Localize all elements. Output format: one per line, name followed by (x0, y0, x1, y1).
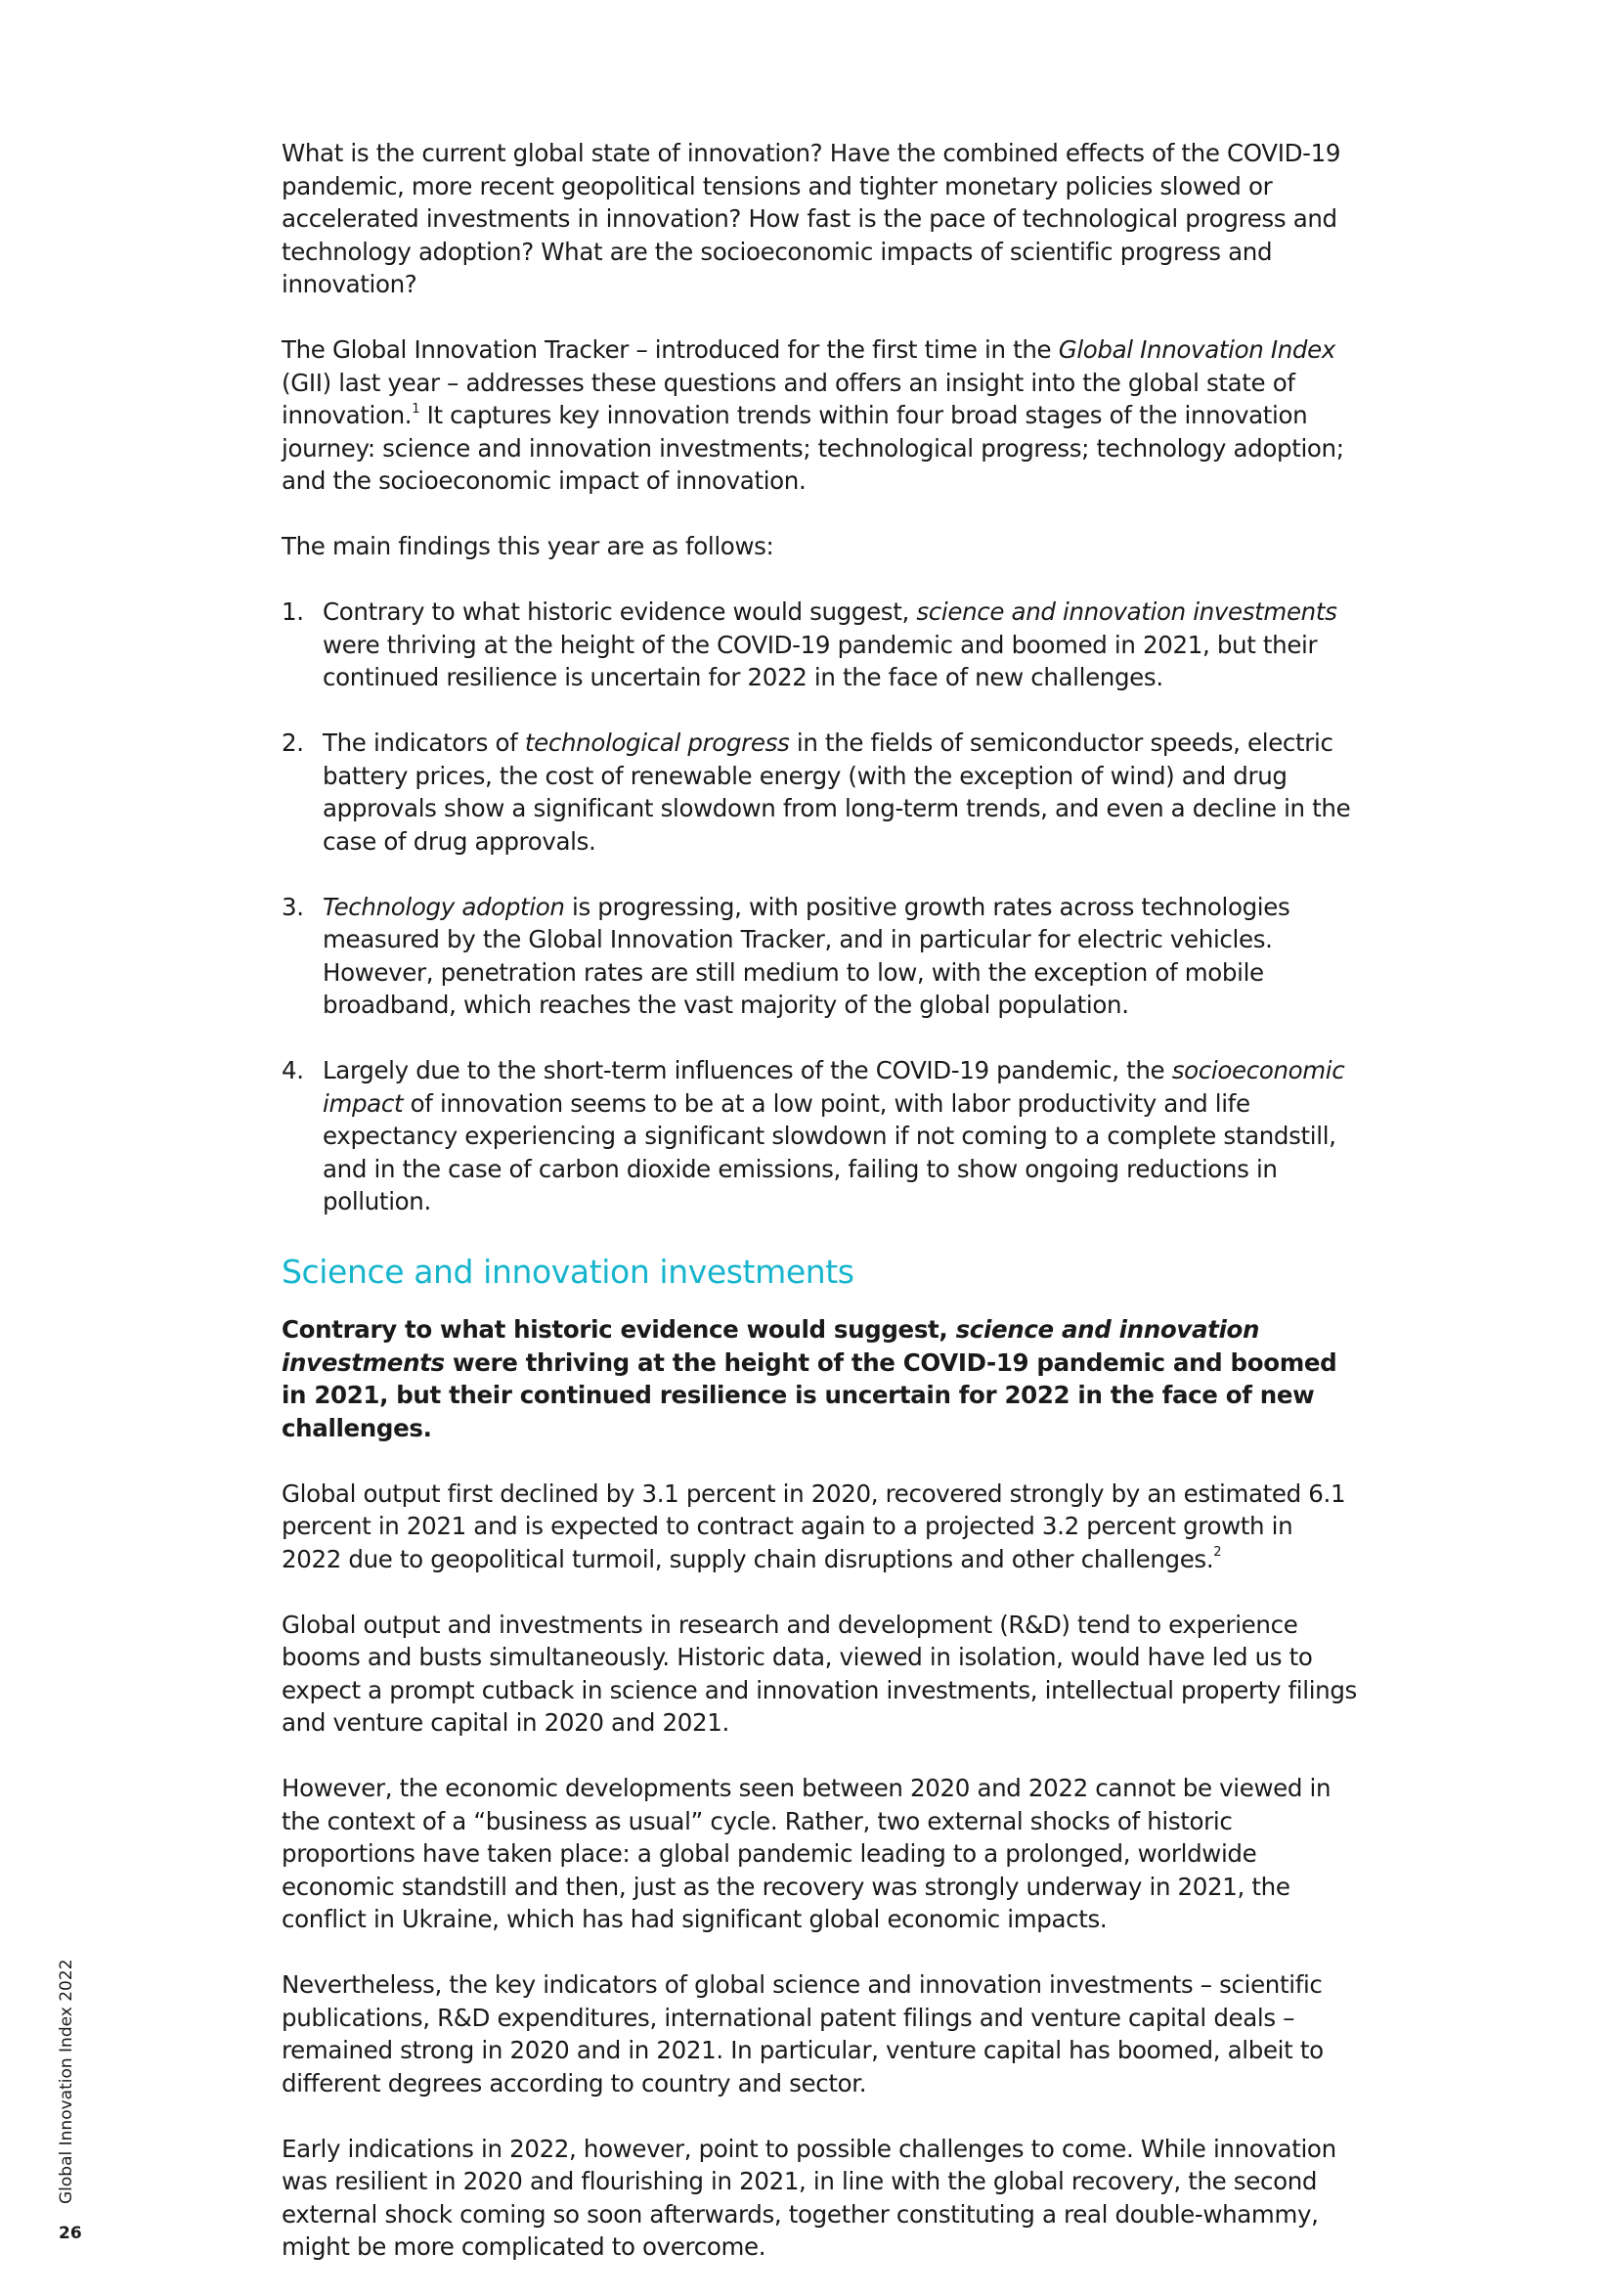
section-lead-paragraph (282, 1313, 1357, 1444)
finding-text-b: were thriving at the height of the COVID-19 pandemic and boomed in 2021, but their continued resilience is uncertain for 2022 in the face of new challenges. (323, 630, 1318, 691)
page-number: 26 (59, 2224, 82, 2243)
finding-item-4 (282, 1054, 1357, 1218)
finding-text-b: is progressing, with positive growth rates across technologies measured by the Global Innovation Tracker, and in particular for electric vehicles. However, penetration rates are still medium to low, with the exception of mobile broadband, which reaches the vast majority of the global population. (323, 892, 1290, 1019)
intro-paragraph-2-text-a: The Global Innovation Tracker – introduced for the first time in the (282, 335, 1059, 364)
finding-text-b: of innovation seems to be at a low point, with labor productivity and life expectancy experiencing a significant slowdown if not coming to a complete standstill, and in the case of carbon dioxide emissions, failing to show ongoing reductions in pollution. (323, 1088, 1336, 1215)
publication-side-label: Global Innovation Index 2022 (57, 1959, 76, 2204)
lead-italic-term: science and innovation investments (282, 1315, 1260, 1377)
finding-italic-term: science and innovation investments (916, 597, 1337, 626)
section-heading: Science and innovation investments (282, 1253, 854, 1291)
finding-text-a: The indicators of (323, 729, 525, 757)
finding-text-a: Contrary to what historic evidence would suggest, (323, 597, 917, 626)
gii-title-italic: Global Innovation Index (1058, 335, 1335, 364)
finding-italic-term: technological progress (524, 729, 790, 757)
finding-number: 4. (282, 1056, 304, 1084)
main-text-column (282, 137, 1357, 2296)
section-paragraph-4: Nevertheless, the key indicators of global science and innovation investments – scientific publications, R&D expenditures, international patent filings and venture capital deals – remained strong in 2020 and in 2021. In particular, venture capital has boomed, albeit to different degrees according to country and sector. (282, 1970, 1324, 2097)
lead-text-b: were thriving at the height of the COVID-19 pandemic and boomed in 2021, but their continued resilience is uncertain for 2022 in the face of new challenges. (282, 1347, 1337, 1442)
finding-number: 3. (282, 892, 304, 921)
footnote-marker-1[interactable]: 1 (412, 401, 420, 417)
section-paragraph-5: Early indications in 2022, however, point to possible challenges to come. While innovation was resilient in 2020 and flourishing in 2021, in line with the global recovery, the second external shock coming so soon afterwards, together constituting a real double-whammy, might be more complicated to overcome. (282, 2134, 1336, 2261)
finding-item-3 (282, 891, 1357, 1022)
intro-paragraph-2 (282, 333, 1357, 498)
findings-list (282, 596, 1357, 1218)
finding-italic-term: Technology adoption (323, 892, 565, 921)
intro-paragraph-2-text-b: (GII) last year – addresses these questions and offers an insight into the global state of innovation. (282, 368, 1295, 429)
section-paragraph-2: Global output and investments in research and development (R&D) tend to experience booms and busts simultaneously. Historic data, viewed in isolation, would have led us to expect a prompt cutback in science and innovation investments, intellectual property filings and venture capital in 2020 and 2021. (282, 1610, 1357, 1737)
section-paragraph-1-text: Global output first declined by 3.1 percent in 2020, recovered strongly by an estimated 6.1 percent in 2021 and is expected to contract again to a projected 3.2 percent growth in 2022 due to geopolitical turmoil, supply chain disruptions and other challenges. (282, 1479, 1346, 1573)
section-paragraph-1 (282, 1478, 1357, 1576)
finding-italic-term: socioeconomic impact (323, 1056, 1345, 1118)
footnote-marker-2[interactable]: 2 (1213, 1545, 1222, 1561)
intro-paragraph-3: The main findings this year are as follows: (282, 532, 774, 560)
intro-paragraph-2-text-c: It captures key innovation trends within four broad stages of the innovation journey: science and innovation investments; technological progress; technology adoption; and the socioeconomic impact of innovation. (282, 401, 1344, 495)
finding-number: 2. (282, 729, 304, 757)
section-paragraph-3: However, the economic developments seen between 2020 and 2022 cannot be viewed in the context of a “business as usual” cycle. Rather, two external shocks of historic proportions have taken place: a global pandemic leading to a prolonged, worldwide economic standstill and then, just as the recovery was strongly underway in 2021, the conflict in Ukraine, which has had significant global economic impacts. (282, 1774, 1332, 1933)
intro-paragraph-1: What is the current global state of innovation? Have the combined effects of the COVID-19 pandemic, more recent geopolitical tensions and tighter monetary policies slowed or accelerated investments in innovation? How fast is the pace of technological progress and technology adoption? What are the socioeconomic impacts of scientific progress and innovation? (282, 139, 1341, 298)
finding-number: 1. (282, 597, 304, 626)
finding-item-2 (282, 727, 1357, 858)
finding-text-b: in the fields of semiconductor speeds, electric battery prices, the cost of renewable energy (with the exception of wind) and drug approvals show a significant slowdown from long-term trends, and even a decline in the case of drug approvals. (323, 729, 1351, 856)
finding-text-a: Largely due to the short-term influences of the COVID-19 pandemic, the (323, 1056, 1172, 1084)
finding-item-1 (282, 596, 1357, 694)
lead-text-a: Contrary to what historic evidence would suggest, (282, 1315, 956, 1344)
